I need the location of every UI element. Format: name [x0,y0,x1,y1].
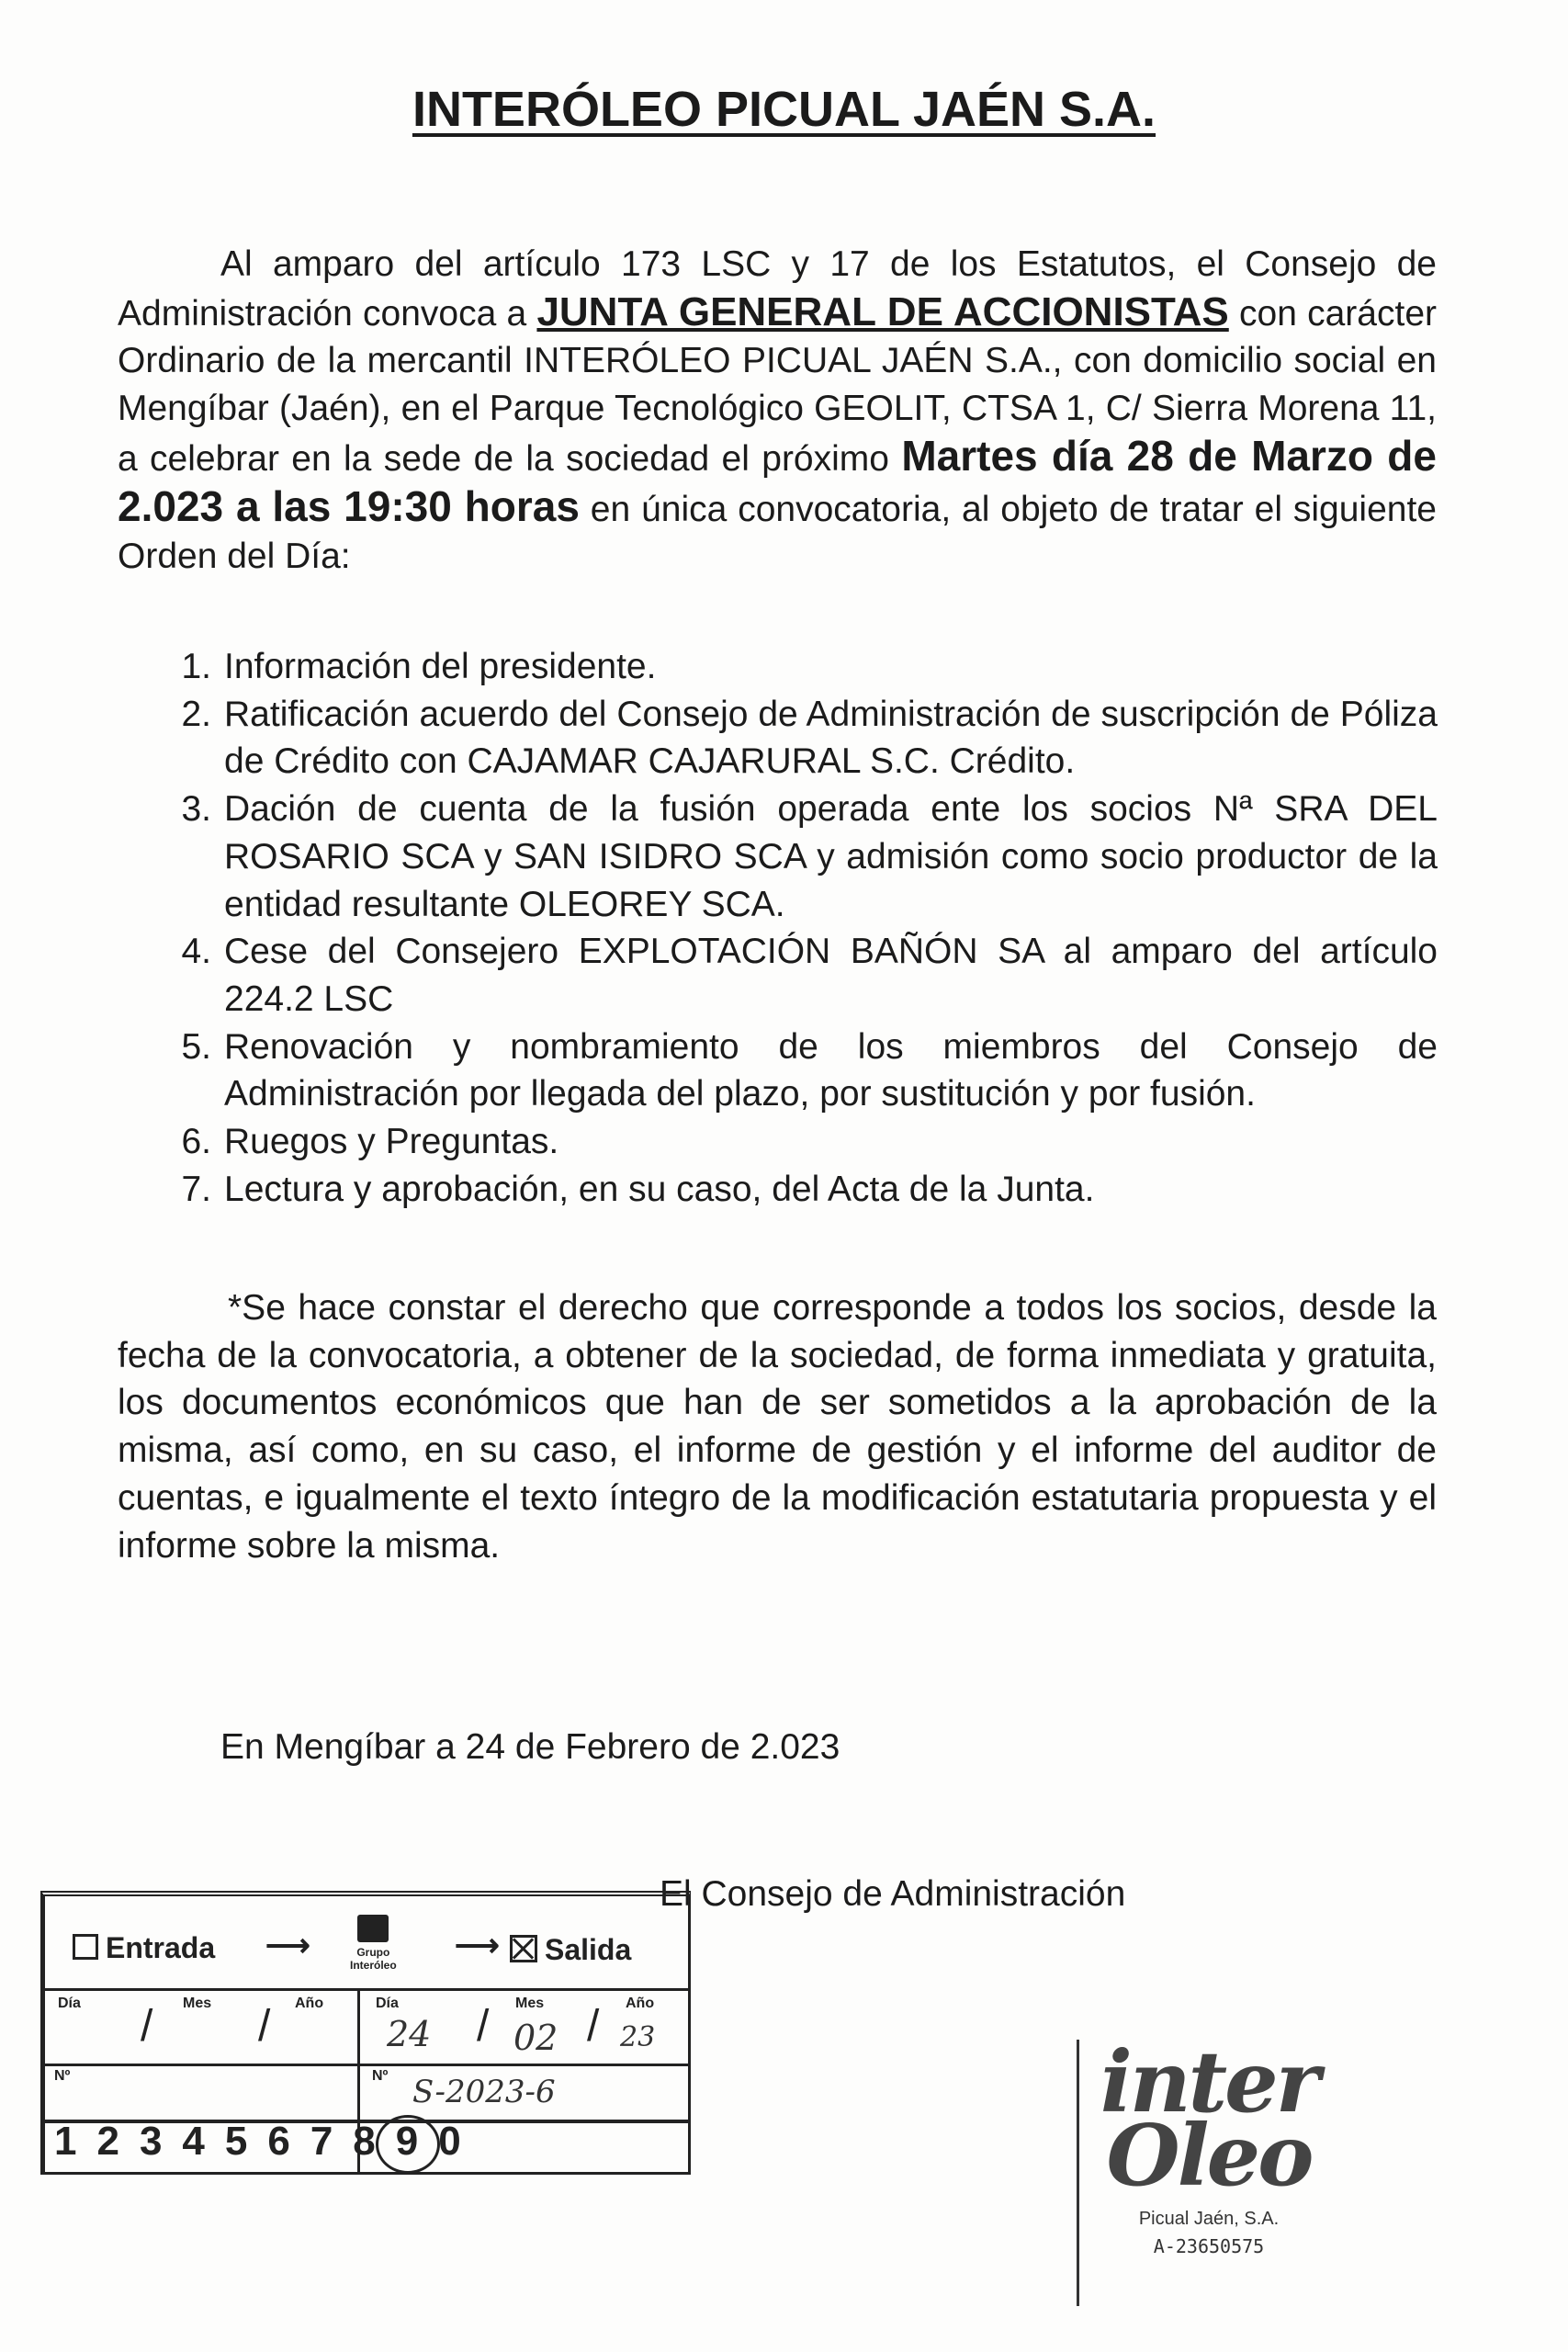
agenda-item-number: 6. [181,1122,211,1162]
mes-label-left: Mes [183,1996,212,2011]
agenda-item-number: 1. [181,647,211,686]
agenda-item-text: Información del presidente. [224,647,657,686]
seal-tax-id: A-23650575 [1153,2235,1265,2257]
logo-line-1: Grupo [356,1946,390,1959]
convocation-paragraph [118,241,1437,581]
handwritten-entry-number: S-2023-6 [412,2074,556,2110]
slash-icon: / [258,2002,271,2051]
agenda-item [147,1166,1438,1214]
agenda-item-text: Lectura y aprobación, en su caso, del Acta de la Junta. [224,1169,1095,1209]
document-title-text: INTERÓLEO PICUAL JAÉN S.A. [412,82,1156,137]
agenda-item-text: Renovación y nombramiento de los miembros del Consejo de Administración por llegada del plazo, por sustitución y por fusión. [224,1026,1438,1114]
agenda-item-number: 5. [181,1026,211,1067]
agenda-item-text: Ruegos y Preguntas. [224,1122,559,1162]
handwritten-year: 23 [620,2021,656,2053]
slash-icon: / [141,2002,153,2051]
agenda-item [147,928,1438,1023]
seal-brand-line-1: inter [1100,2032,1318,2132]
agenda-item-text: Ratificación acuerdo del Consejo de Administración de suscripción de Póliza de Crédito con CAJAMAR CAJARURAL S.C. Crédito. [224,694,1438,782]
handwritten-month: 02 [513,2018,558,2058]
shareholder-rights-notice [118,1284,1437,1569]
salida-option [510,1933,631,1967]
mes-label-right: Mes [515,1996,545,2011]
agenda-item [147,691,1438,786]
agenda-item-text: Cese del Consejero EXPLOTACIÓN BAÑÓN SA al amparo del artículo 224.2 LSC [224,932,1438,1019]
stamp-number-row [45,2066,688,2123]
agenda-item-text: Dación de cuenta de la fusión operada ente los socios Nª SRA DEL ROSARIO SCA y SAN ISIDRO SCA y admisión como socio productor de la entidad resultante OLEOREY SCA. [224,789,1438,924]
handwritten-day: 24 [387,2014,432,2054]
signatory: El Consejo de Administración [660,1874,1126,1914]
company-seal [1077,2032,1338,2306]
arrow-right-icon: ⟶ [265,1928,310,1963]
dia-label-left: Día [58,1996,81,2011]
salida-label: Salida [545,1933,632,1966]
place-and-date: En Mengíbar a 24 de Febrero de 2.023 [220,1727,840,1767]
agenda-item-number: 2. [181,694,211,734]
intro-text-1: Al amparo del artículo 173 LSC y 17 de los Estatutos, el Consejo de Administración convoca a [118,244,1437,334]
entrada-option [73,1931,215,1965]
agenda-item [147,786,1438,928]
seal-brand-line-2: Oleo [1106,2106,1312,2205]
logo-line-2: Interóleo [350,1959,397,1972]
stamp-header-row [45,1896,688,1991]
intro-text-2: con carácter Ordinario de la mercantil INTERÓLEO PICUAL JAÉN S.A., con domicilio social en Mengíbar (Jaén), en el Parque Tecnológico GEOLIT, CTSA 1, C/ Sierra Morena 11, a celebrar en la sede de la sociedad el próximo [118,293,1437,479]
agenda-list [147,643,1438,1213]
intro-text-3: en única convocatoria, al objeto de tratar el siguiente Orden del Día: [118,489,1437,577]
junta-general-label: JUNTA GENERAL DE ACCIONISTAS [536,288,1229,334]
numero-label-right: Nº [372,2068,389,2084]
agenda-item-number: 7. [181,1169,211,1209]
meeting-date-time: Martes día 28 de Marzo de 2.023 a las 19:30 horas [118,431,1437,530]
dia-label-right: Día [376,1996,399,2011]
stamp-date-row [45,1988,688,2066]
agenda-item-number: 3. [181,789,211,830]
numero-label-left: Nº [54,2068,71,2084]
ano-label-left: Año [295,1996,324,2011]
agenda-item [147,1118,1438,1166]
slash-icon: / [587,2002,600,2051]
circled-digit-mark [376,2115,440,2174]
agenda-item-number: 4. [181,932,211,972]
seal-company-name: Picual Jaén, S.A. [1138,2209,1280,2229]
agenda-item [147,1023,1438,1118]
registry-stamp [40,1891,691,2175]
checkbox-checked-icon [510,1935,537,1962]
grupo-interoleo-logo [350,1915,397,1972]
logo-mark-icon [357,1915,389,1942]
document-title [0,81,1568,138]
stamp-digit-row: 1234567890 [54,2119,481,2164]
ano-label-right: Año [626,1996,655,2011]
agenda-item [147,643,1438,691]
checkbox-empty-icon [73,1934,98,1960]
arrow-right-icon: ⟶ [455,1928,500,1963]
notice-text: *Se hace constar el derecho que corresponde a todos los socios, desde la fecha de la convocatoria, a obtener de la sociedad, de forma inmediata y gratuita, los documentos económicos que han de ser sometidos a la aprobación de la misma, así como, en su caso, el informe de gestión y el informe del auditor de cuentas, e igualmente el texto íntegro de la modificación estatutaria propuesta y el informe sobre la misma. [118,1288,1437,1566]
entrada-label: Entrada [106,1931,216,1964]
slash-icon: / [477,2002,490,2051]
